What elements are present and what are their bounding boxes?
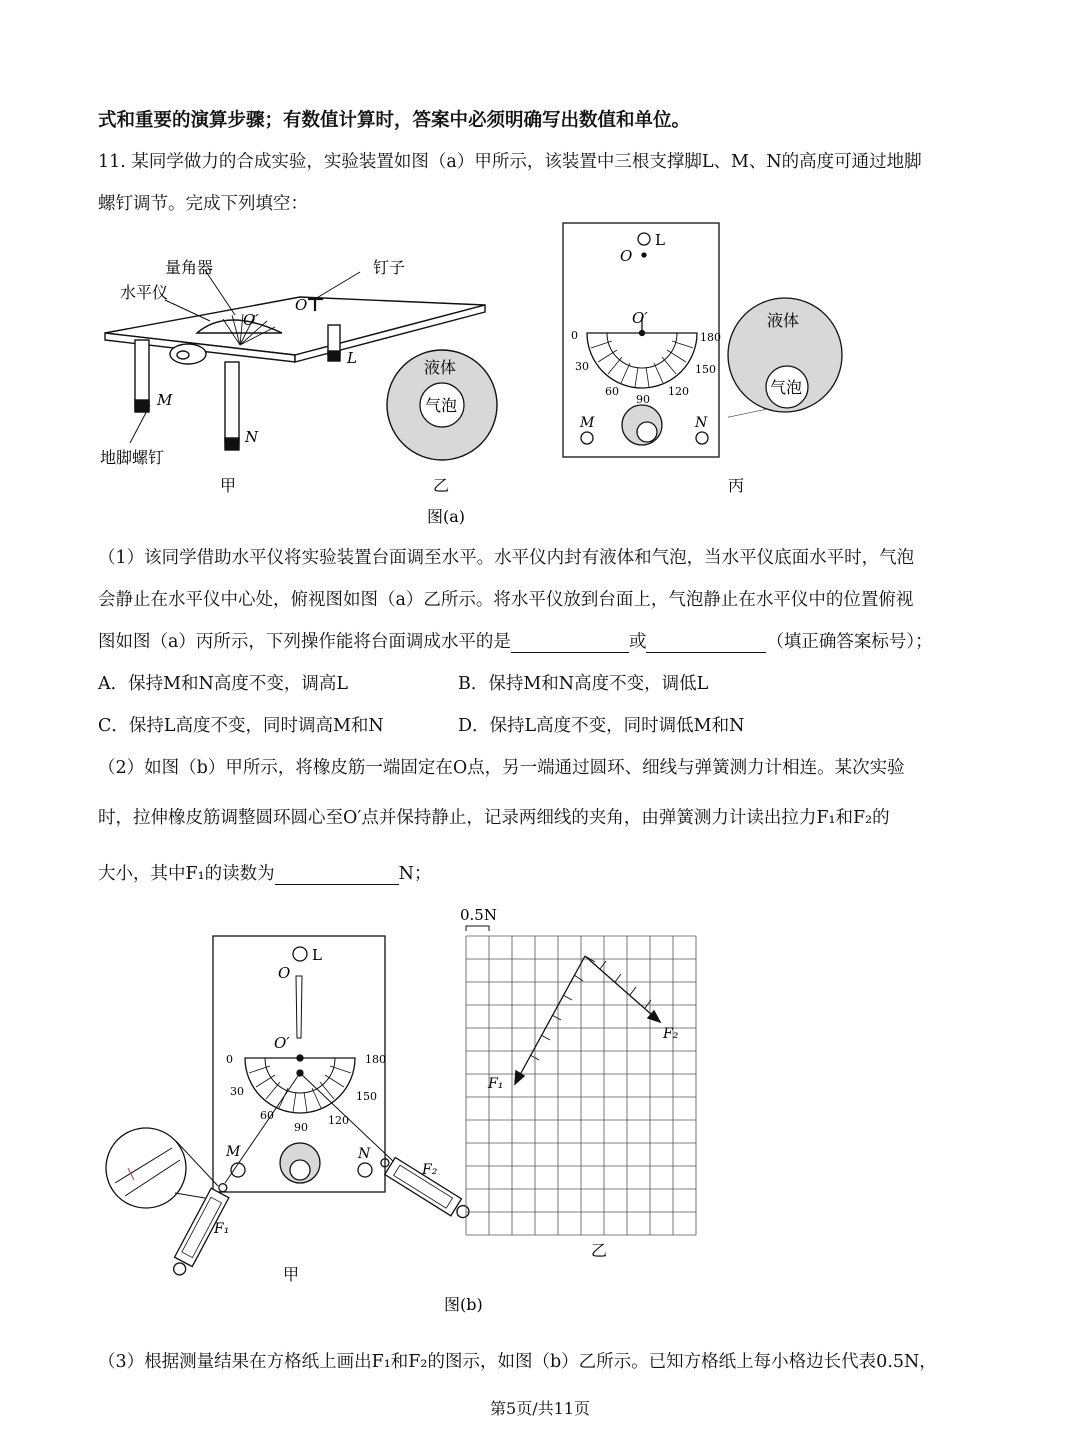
label-bubble-bing: 气泡 [770,378,803,397]
answer-blank-2[interactable] [646,634,766,653]
label-screw: 地脚螺钉 [100,448,165,467]
tick-180-bing: 180 [700,331,721,344]
part2-unit: N； [398,864,432,884]
fig-b-jia-board [106,936,473,1279]
tick-180-b: 180 [365,1053,386,1066]
tick-120-bing: 120 [668,385,689,398]
figure-b [100,898,720,1318]
part3-line1: （3）根据测量结果在方格纸上画出F₁和F₂的图示，如图（b）乙所示。已知方格纸上每小格边长代表0.5N， [98,1352,937,1372]
caption-fig-a: 图(a) [427,507,466,525]
tick-0-b: 0 [226,1053,233,1066]
page-footer: 第5页/共11页 [490,1399,590,1418]
tick-150-b: 150 [356,1090,377,1103]
q11-line2: 螺钉调节。完成下列填空： [98,194,308,214]
answer-blank-1[interactable] [511,634,629,653]
label-m-a: M [157,391,173,409]
figure-a [95,215,895,525]
part2-line2: 时，拉伸橡皮筋调整圆环圆心至O′点并保持静止，记录两细线的夹角，由弹簧测力计读出拉力F₁和F₂的 [98,808,890,828]
part1-or: 或 [628,632,647,652]
label-liquid-bing: 液体 [767,311,800,330]
tick-90-bing: 90 [636,393,650,406]
tick-60-b: 60 [260,1109,274,1122]
label-l-bing: L [655,231,665,249]
label-liquid-yi: 液体 [424,358,457,377]
label-protractor: 量角器 [165,258,214,277]
label-level: 水平仪 [120,283,169,302]
option-b: B．保持M和N高度不变，调低L [458,674,709,694]
label-n-b: N [358,1146,371,1162]
label-f2-yi: F₂ [663,1026,679,1042]
caption-b-jia: 甲 [283,1265,300,1284]
caption-b-yi: 乙 [591,1241,608,1260]
label-bubble-yi: 气泡 [425,396,458,415]
label-f2-b: F₂ [422,1162,438,1178]
option-c: C．保持L高度不变，同时调高M和N [98,716,384,736]
option-a: A．保持M和N高度不变，调高L [98,674,348,694]
caption-fig-b: 图(b) [444,1295,483,1314]
label-m-bing: M [580,415,595,431]
tick-0-bing: 0 [571,329,578,342]
label-oprime-b: O′ [274,1034,290,1052]
label-oprime-bing: O′ [632,309,648,327]
label-o-b: O [278,964,291,982]
part1-line2: 会静止在水平仪中心处，俯视图如图（a）乙所示。将水平仪放到台面上，气泡静止在水平仪中的位置俯视 [98,590,914,610]
q11-line1: 11. 某同学做力的合成实验，实验装置如图（a）甲所示，该装置中三根支撑脚L、M、N的高度可通过地脚 [98,152,922,172]
tick-30-bing: 30 [575,360,589,373]
label-f1-yi: F₁ [488,1076,504,1092]
tick-60-bing: 60 [605,385,619,398]
option-d: D．保持L高度不变，同时调低M和N [458,716,745,736]
label-scale: 0.5N [460,906,497,924]
part1-line3-prefix: 图如图（a）丙所示，下列操作能将台面调成水平的是 [98,632,511,652]
part2-line3-prefix: 大小，其中F₁的读数为 [98,864,275,884]
label-o-a: O [295,296,308,314]
header-line: 式和重要的演算步骤；有数值计算时，答案中必须明确写出数值和单位。 [98,110,691,131]
part2-line3 [98,860,431,885]
label-o-prime-a: O′ [243,311,259,329]
part1-line1: （1）该同学借助水平仪将实验装置台面调至水平。水平仪内封有液体和气泡，当水平仪底面水平时，气泡 [98,548,915,568]
answer-blank-3[interactable] [275,866,399,885]
label-l-a: L [347,349,357,367]
tick-120-b: 120 [328,1114,349,1127]
part2-line1: （2）如图（b）甲所示，将橡皮筋一端固定在O点，另一端通过圆环、细线与弹簧测力计相连。某次实验 [98,758,905,778]
label-o-bing: O [620,247,633,265]
caption-a-yi: 乙 [433,476,450,495]
label-l-b: L [312,946,322,964]
label-n-bing: N [695,415,708,431]
part1-line3 [98,628,933,653]
label-n-a: N [245,428,259,446]
label-m-b: M [226,1144,241,1160]
caption-a-jia: 甲 [220,476,237,495]
label-f1-b: F₁ [214,1221,230,1237]
label-nail: 钉子 [373,258,406,277]
tick-150-bing: 150 [695,363,716,376]
tick-30-b: 30 [230,1085,244,1098]
caption-a-bing: 丙 [728,476,745,495]
tick-90-b: 90 [294,1121,308,1134]
part1-line3-suffix: （填正确答案标号）； [766,632,933,652]
